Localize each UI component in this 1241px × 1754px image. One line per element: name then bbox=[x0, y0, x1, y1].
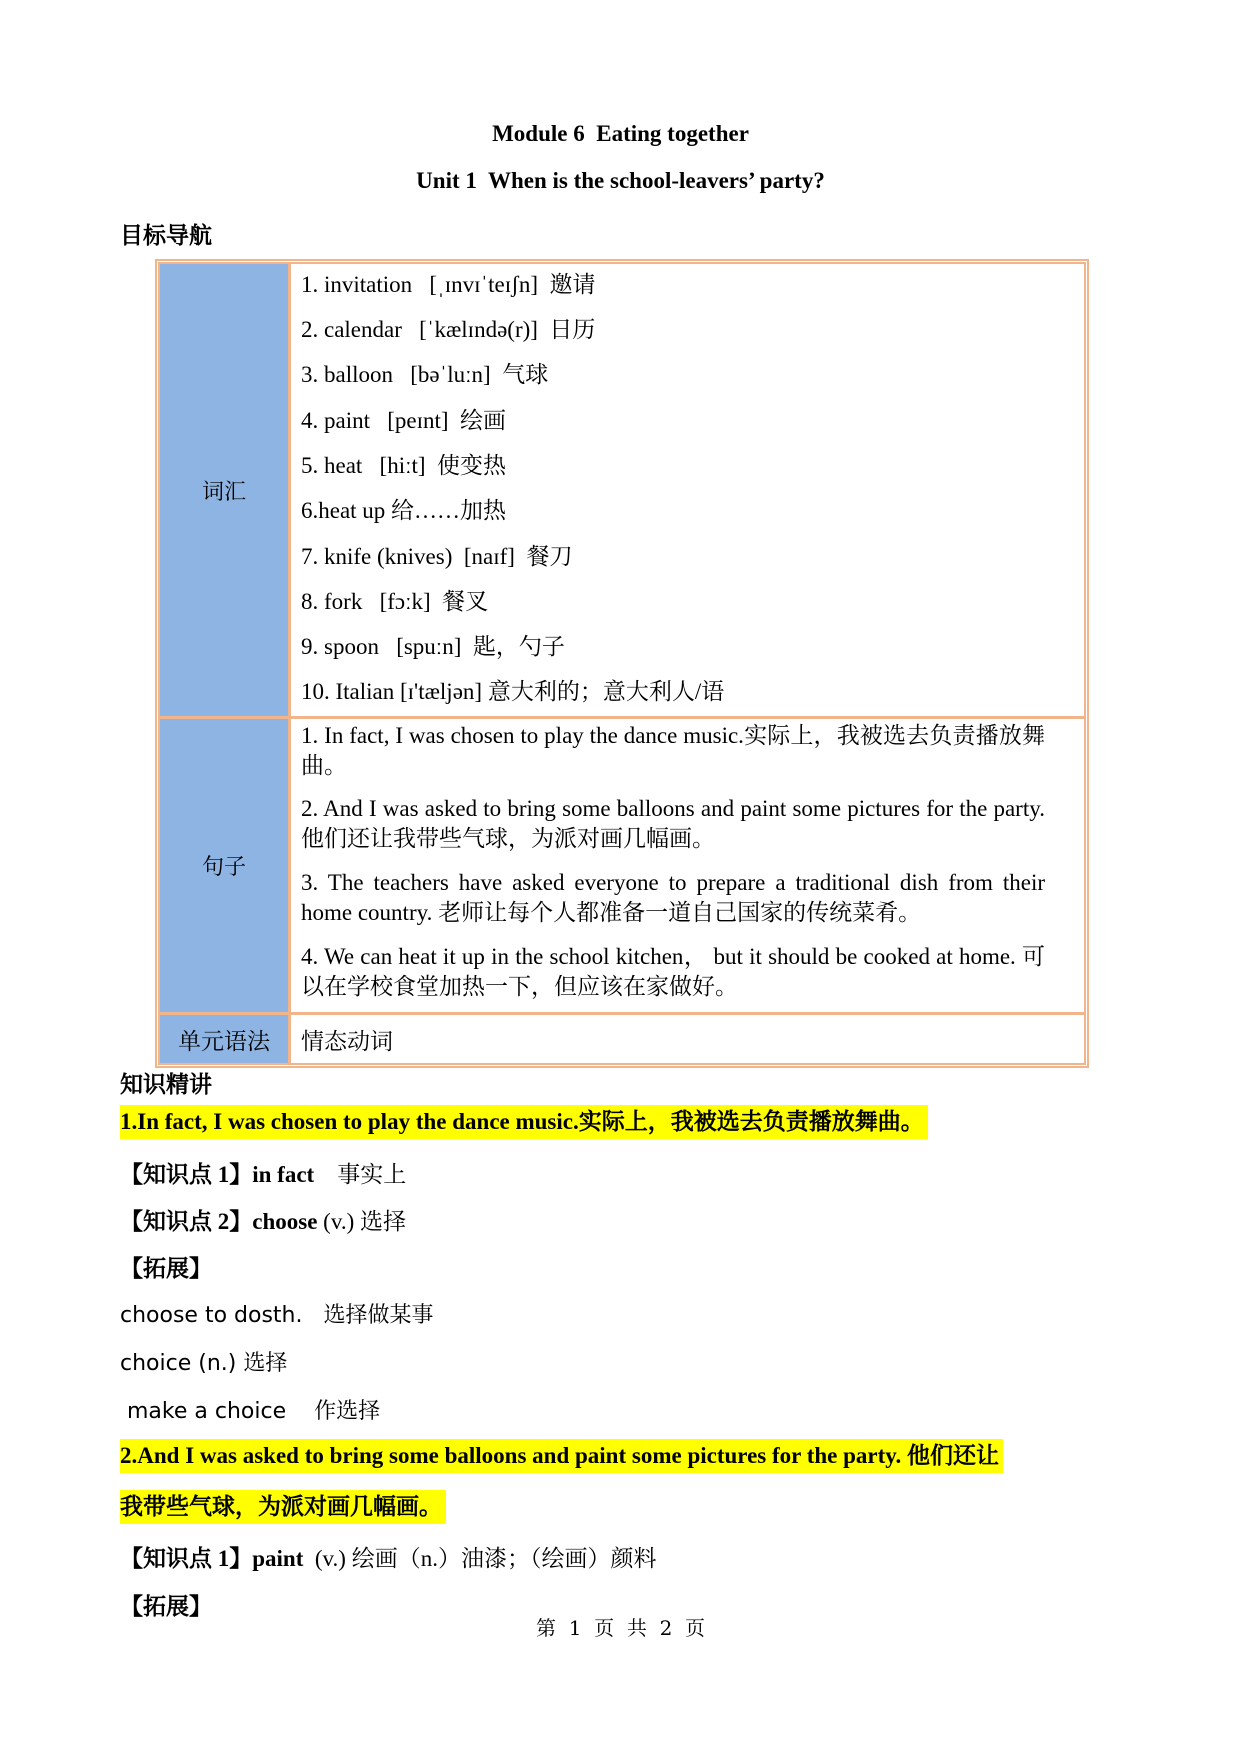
point2-sentence-line1: 2.And I was asked to bring some balloons and paint some pictures for the party. 他们还让 bbox=[120, 1439, 1003, 1473]
vocab-item: 3. balloon [bəˈluːn] 气球 bbox=[301, 362, 549, 387]
goal-nav-heading: 目标导航 bbox=[120, 223, 212, 249]
sentence-item: 2. And I was asked to bring some balloons and paint some pictures for the party. 他们还让我带些气球，为派对画几幅画。 bbox=[301, 796, 1045, 851]
kp-meaning: (v.) 选择 bbox=[317, 1209, 406, 1234]
unit-title: Unit 1 When is the school-leavers’ party? bbox=[416, 168, 825, 193]
kp-word: choose bbox=[252, 1209, 318, 1234]
module-title: Module 6 Eating together bbox=[492, 121, 749, 146]
sentence-item: 3. The teachers have asked everyone to prepare a traditional dish from their home country. 老师让每个人都准备一道自己国家的传统菜肴。 bbox=[301, 870, 1045, 925]
vocab-item: 8. fork [fɔːk] 餐叉 bbox=[301, 589, 489, 614]
sentence-item: 1. In fact, I was chosen to play the dance music.实际上，我被选去负责播放舞曲。 bbox=[301, 723, 1045, 778]
point1-kp2 bbox=[120, 1203, 406, 1236]
point2-ext-label: 【拓展】 bbox=[120, 1594, 212, 1619]
sentence-item: 4. We can heat it up in the school kitchen， but it should be cooked at home. 可以在学校食堂加热一下，但应该在家做好。 bbox=[301, 944, 1045, 999]
kp-word: paint bbox=[252, 1546, 304, 1571]
vocab-item: 10. Italian [ɪ'tæljən] 意大利的；意大利人/语 bbox=[301, 679, 725, 704]
vocab-item: 5. heat [hiːt] 使变热 bbox=[301, 453, 507, 478]
page-footer: 第 1 页 共 2 页 bbox=[535, 1616, 706, 1640]
kp-meaning: 事实上 bbox=[314, 1162, 407, 1187]
vocab-item: 2. calendar [ˈkælɪndə(r)] 日历 bbox=[301, 317, 596, 342]
vocab-item: 7. knife (knives) [naɪf] 餐刀 bbox=[301, 544, 573, 569]
vocab-item: 6.heat up 给……加热 bbox=[301, 498, 507, 523]
ext-item: choose to dosth. 选择做某事 bbox=[120, 1303, 434, 1328]
point1-ext-label: 【拓展】 bbox=[120, 1256, 212, 1281]
vocab-item: 4. paint [peɪnt] 绘画 bbox=[301, 408, 507, 433]
grammar-value: 情态动词 bbox=[301, 1029, 393, 1055]
vocab-item: 1. invitation [ˌɪnvɪˈteɪʃn] 邀请 bbox=[301, 272, 596, 297]
ext-item: make a choice 作选择 bbox=[120, 1399, 381, 1424]
vocab-label-cell bbox=[158, 262, 290, 718]
grammar-content-cell bbox=[289, 1013, 1086, 1065]
point2-sentence-line2: 我带些气球，为派对画几幅画。 bbox=[120, 1490, 446, 1524]
sentence-label: 句子 bbox=[201, 855, 246, 880]
kp-meaning: (v.) 绘画（n.）油漆；（绘画）颜料 bbox=[303, 1546, 657, 1571]
sentence-label-cell bbox=[158, 717, 290, 1014]
knowledge-heading: 知识精讲 bbox=[120, 1072, 212, 1098]
vocab-item: 9. spoon [spuːn] 匙，勺子 bbox=[301, 634, 565, 659]
kp-tag: 【知识点 1】 bbox=[120, 1546, 253, 1571]
point2-kp1 bbox=[120, 1540, 656, 1573]
point1-kp1 bbox=[120, 1156, 406, 1189]
kp-tag: 【知识点 2】 bbox=[120, 1209, 253, 1234]
kp-word: in fact bbox=[252, 1162, 315, 1187]
point1-sentence: 1.In fact, I was chosen to play the dance music.实际上，我被选去负责播放舞曲。 bbox=[120, 1105, 928, 1139]
ext-item: choice (n.) 选择 bbox=[120, 1351, 288, 1376]
vocab-label: 词汇 bbox=[201, 479, 246, 505]
kp-tag: 【知识点 1】 bbox=[120, 1162, 253, 1187]
grammar-label: 单元语法 bbox=[178, 1028, 270, 1055]
grammar-label-cell bbox=[158, 1013, 290, 1065]
